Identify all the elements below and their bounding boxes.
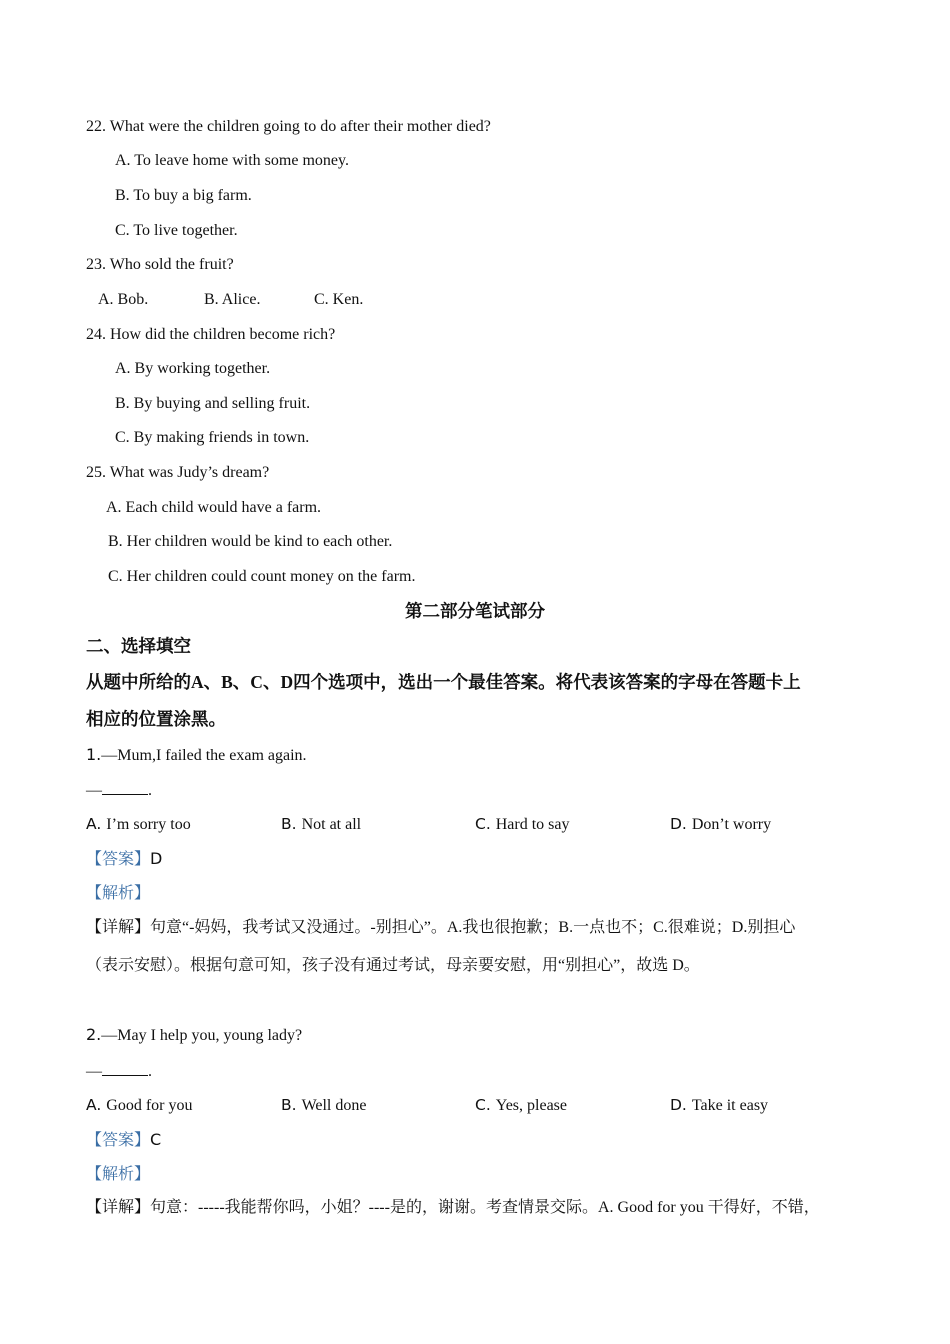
answer-blank (102, 1060, 148, 1076)
question-2-options (86, 1095, 886, 1115)
option-23-a: A. Bob. (98, 291, 149, 308)
option-25-a: A. Each child would have a farm. (106, 499, 322, 516)
question-1-analysis-label: 【解析】 (86, 885, 151, 902)
option-1-b: B. Not at all (281, 815, 362, 833)
question-2-reply: — . (86, 1060, 152, 1082)
question-2-detail-1: 【详解】句意：-----我能帮你吗，小姐？----是的，谢谢。考查情景交际。A. Good for you 干得好，不错， (86, 1199, 820, 1216)
question-25: 25. What was Judy’s dream? (86, 464, 270, 481)
option-22-b: B. To buy a big farm. (115, 187, 252, 204)
question-1-answer (86, 849, 162, 870)
question-23: 23. Who sold the fruit? (86, 256, 234, 273)
option-23-b: B. Alice. (204, 291, 261, 308)
option-22-c: C. To live together. (115, 222, 238, 239)
option-24-a: A. By working together. (115, 360, 271, 377)
option-1-d: D. Don’t worry (670, 815, 772, 833)
option-24-c: C. By making friends in town. (115, 429, 310, 446)
question-1-options (86, 814, 886, 834)
reply-dash: — (86, 782, 102, 799)
answer-blank (102, 779, 148, 795)
answer-label: 【答案】 (86, 1132, 151, 1149)
option-1-c: C. Hard to say (475, 815, 570, 833)
instruction-line-1: 从题中所给的A、B、C、D四个选项中，选出一个最佳答案。将代表该答案的字母在答题卡上 (86, 672, 801, 692)
question-2-answer (86, 1130, 161, 1151)
option-23-c: C. Ken. (314, 291, 364, 308)
option-22-a: A. To leave home with some money. (115, 152, 349, 169)
question-22: 22. What were the children going to do after their mother died? (86, 118, 491, 135)
option-25-c: C. Her children could count money on the farm. (108, 568, 416, 585)
answer-value: C (150, 1130, 162, 1149)
answer-label: 【答案】 (86, 851, 151, 868)
option-25-b: B. Her children would be kind to each other. (108, 533, 393, 550)
reply-dash: — (86, 1063, 102, 1080)
question-2-number: 2. (86, 1025, 102, 1044)
option-2-a: A. Good for you (86, 1096, 193, 1114)
instruction-line-2: 相应的位置涂黑。 (86, 709, 226, 729)
option-2-c: C. Yes, please (475, 1096, 568, 1114)
question-1-detail-1: 【详解】句意“-妈妈，我考试又没通过。-别担心”。A.我也很抱歉；B.一点也不；C.很难说；D.别担心 (86, 919, 796, 936)
question-2-analysis-label: 【解析】 (86, 1166, 151, 1183)
question-1-reply: — . (86, 779, 152, 801)
question-2-text: —May I help you, young lady? (101, 1027, 303, 1044)
option-24-b: B. By buying and selling fruit. (115, 395, 311, 412)
question-1-stem (86, 745, 307, 766)
question-1-text: —Mum,I failed the exam again. (101, 747, 307, 764)
option-2-d: D. Take it easy (670, 1096, 769, 1114)
question-2-stem (86, 1025, 302, 1046)
option-1-a: A. I’m sorry too (86, 815, 191, 833)
question-1-number: 1. (86, 745, 102, 764)
option-2-b: B. Well done (281, 1096, 367, 1114)
section-title: 二、选择填空 (86, 636, 191, 656)
question-24: 24. How did the children become rich? (86, 326, 336, 343)
question-1-detail-2: （表示安慰）。根据句意可知，孩子没有通过考试，母亲要安慰，用“别担心”，故选 D。 (86, 957, 700, 974)
part-title: 第二部分笔试部分 (405, 601, 545, 621)
answer-value: D (150, 849, 163, 868)
